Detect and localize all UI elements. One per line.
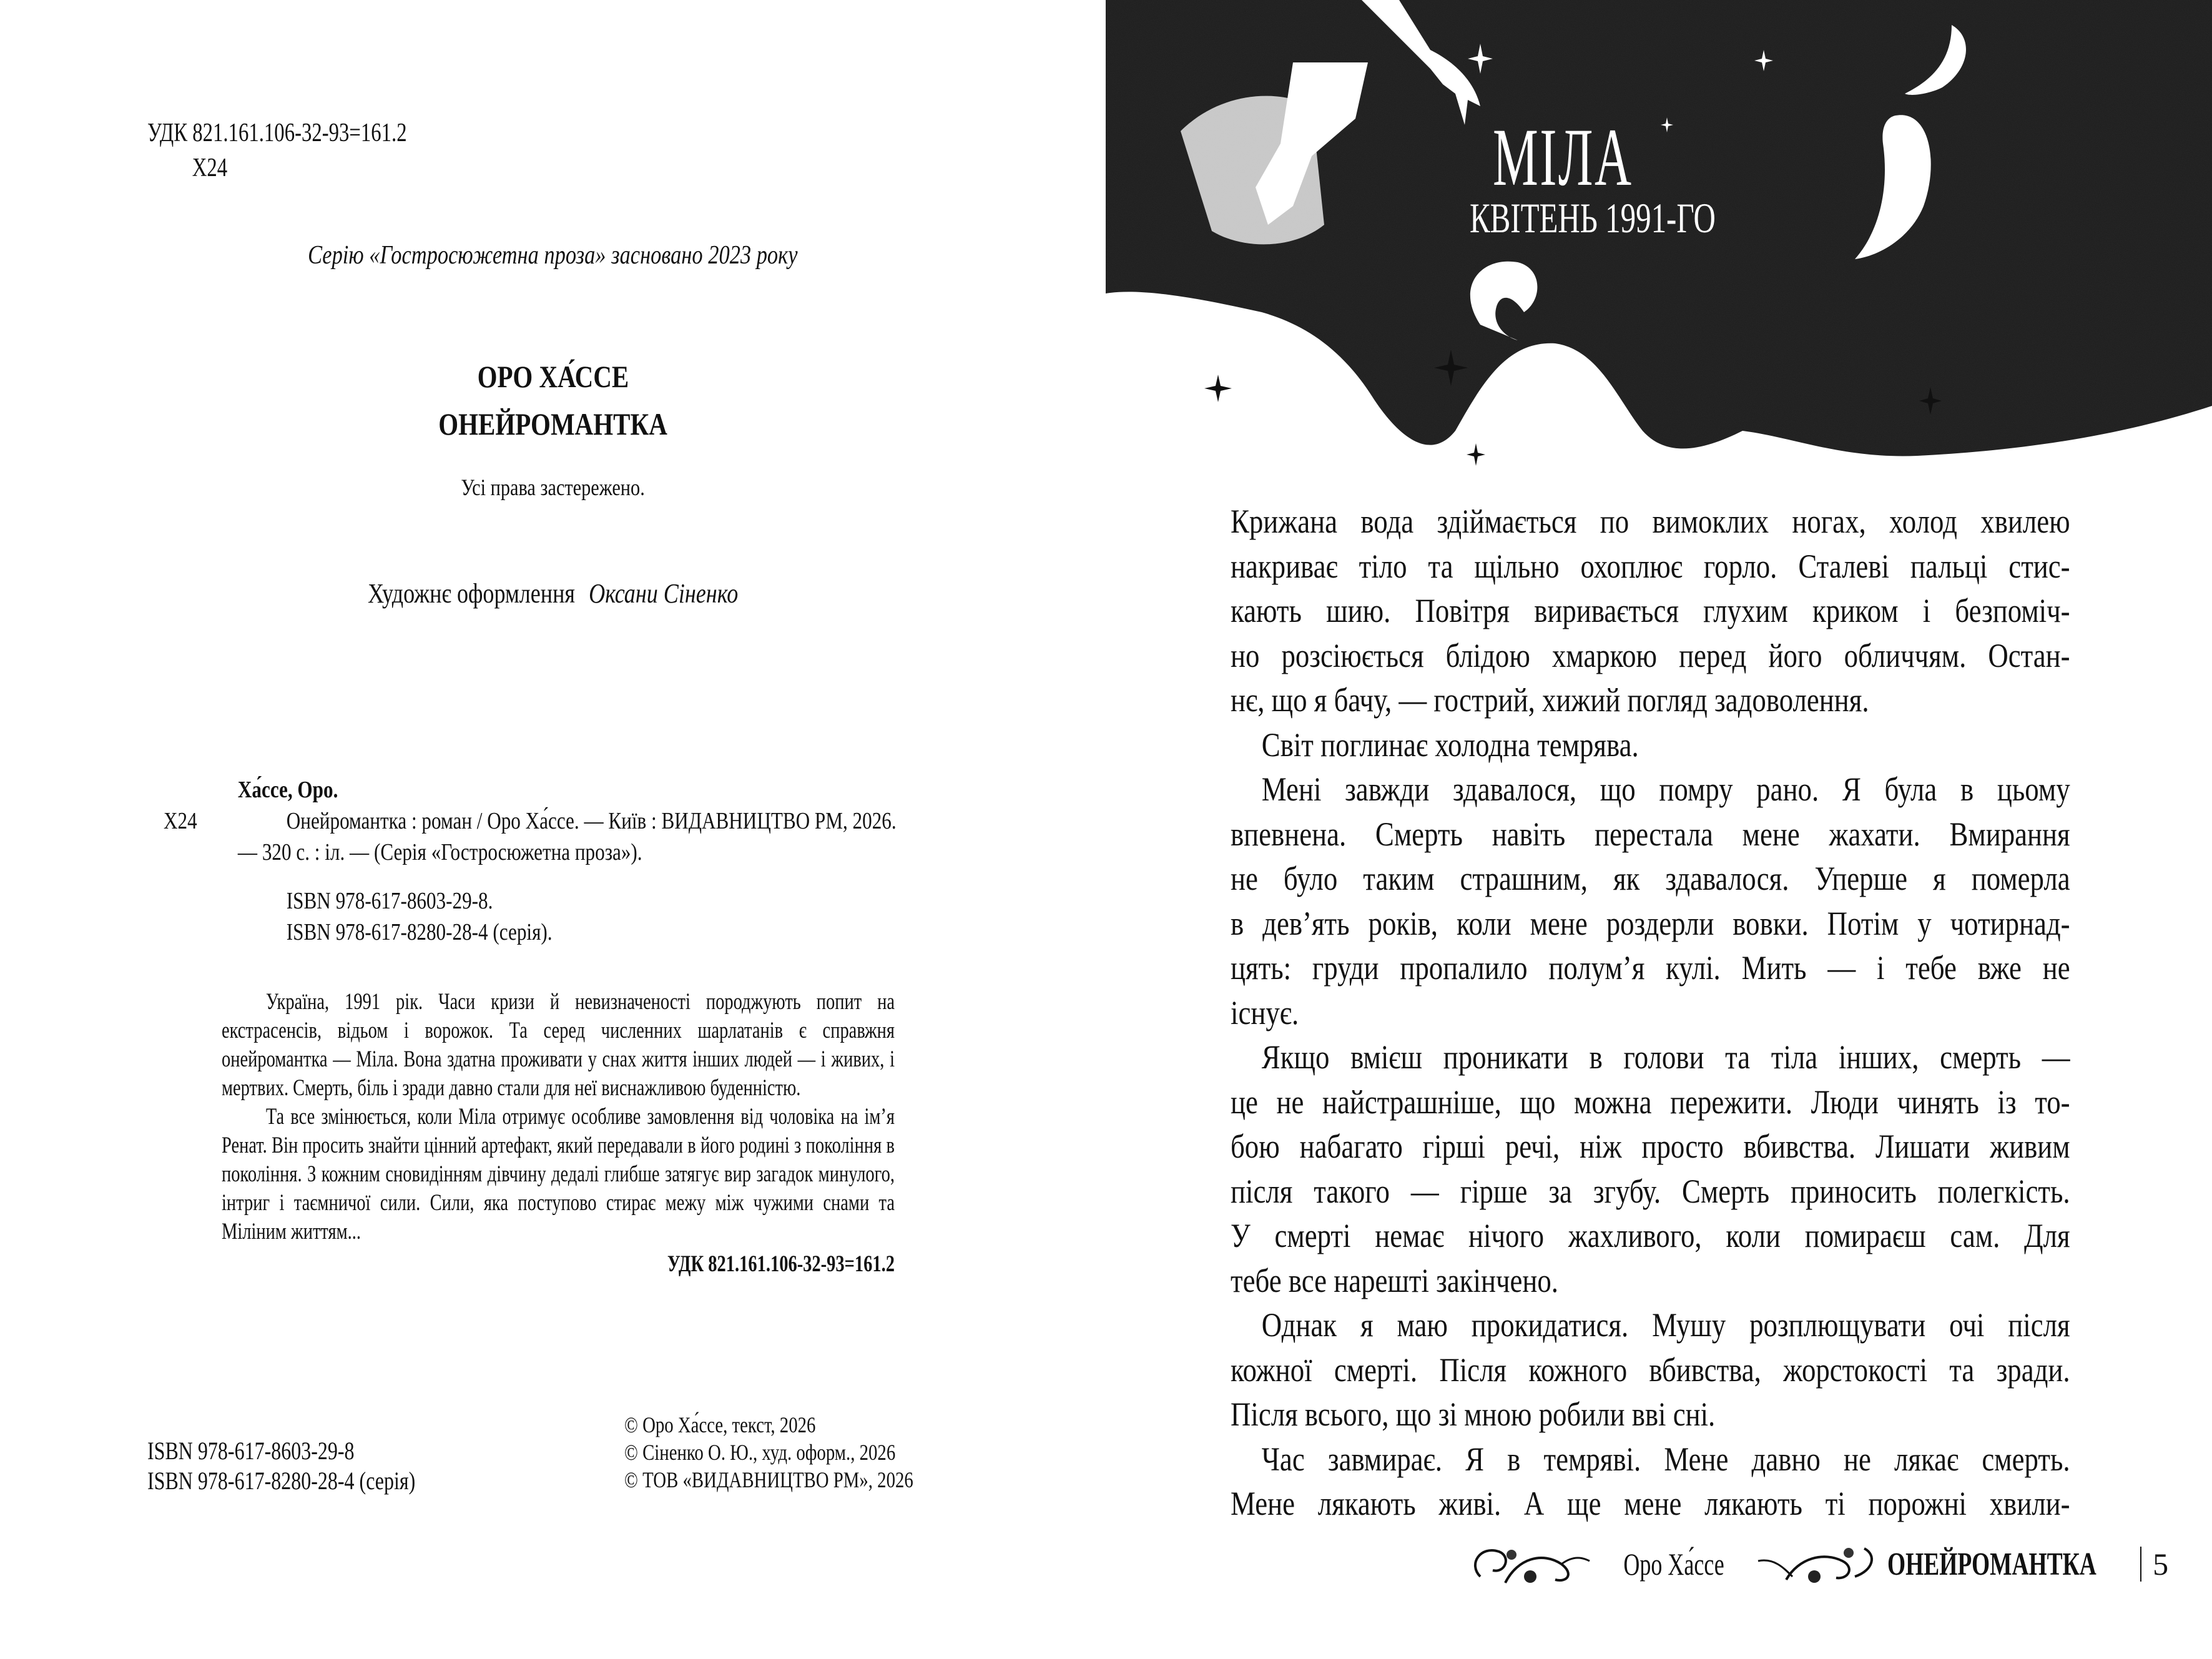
chapter-page [1106, 0, 2212, 1659]
design-credit [0, 578, 1106, 609]
biblio-code: Х24 [164, 808, 197, 834]
body-line: впевнена. Смерть навіть перестала мене жахати. Вмирання [1231, 815, 2070, 853]
chapter-illustration [1106, 0, 2212, 487]
biblio-heading: Ха́ссе, Оро. [237, 777, 338, 803]
book-author: ОРО ХА́ССЕ [477, 359, 629, 394]
chapter-body [1231, 500, 2212, 1527]
body-line: не було таким страшним, як здавалося. Уперше я померла [1231, 860, 2070, 897]
annotation-paragraph: Та все змінюється, коли Міла отримує особливе замовлення від чоловіка на ім’я Ренат. Він просить знайти цінний артефакт, який передавали в його родині з покоління в покоління. З кожним сновидінням дівчину дедалі глибше затягує вир загадок минулого, інтриг і таємничої сили. Сили, яка поступово стирає межу між чужими снами та Міліним життям... [222, 1104, 895, 1244]
chapter-date [1470, 194, 1811, 243]
body-line: тебе все нарешті закінчено. [1231, 1261, 1559, 1299]
body-line: Час завмирає. Я в темряві. Мене давно не лякає смерть. [1261, 1440, 2070, 1478]
copyright-line: © Сіненко О. Ю., худ. оформ., 2026 [624, 1440, 896, 1465]
body-line: Крижана вода здіймається по вимоклих ногах, холод хвилею [1231, 503, 2070, 540]
body-line: Мені завжди здавалося, що помру рано. Я була в цьому [1261, 770, 2070, 808]
chapter-date-text: КВІТЕНЬ 1991-ГО [1470, 194, 1716, 242]
author-title-block [0, 353, 1106, 448]
footer-author-text: Оро Ха́ссе [1623, 1547, 1724, 1582]
design-label: Художнє оформлення [367, 578, 575, 609]
copyright-line: © Оро Ха́ссе, текст, 2026 [624, 1412, 816, 1437]
series-note [0, 240, 1106, 270]
chapter-name [1493, 109, 1719, 205]
isbn-line: ISBN 978-617-8603-29-8 [147, 1437, 355, 1465]
biblio-isbn-1: ISBN 978-617-8603-29-8. [286, 888, 493, 914]
rights-note [0, 475, 1106, 501]
series-note-text: Серію «Гостросюжетна проза» засновано 2023 року [308, 241, 798, 270]
footer-author [1604, 1546, 1744, 1582]
running-footer [1468, 1539, 2168, 1589]
isbn-list [147, 1436, 647, 1496]
floral-ornament-icon [1468, 1539, 1593, 1589]
body-line: Якщо вмієш проникати в голови та тіла інших, смерть — [1261, 1038, 2070, 1076]
body-line: кожної смерті. Після кожного вбивства, жорстокості та зради. [1231, 1351, 2070, 1389]
body-line: У смерті немає нічого жахливого, коли помираєш сам. Для [1231, 1217, 2070, 1254]
copyright-line: © ТОВ «ВИДАВНИЦТВО РМ», 2026 [624, 1467, 913, 1492]
udk-code: УДК 821.161.106-32-93=161.2 [147, 119, 407, 147]
biblio-description: Онейромантка : роман / Оро Ха́ссе. — Київ : ВИДАВНИЦТВО РМ, 2026. — 320 с. : іл. — (Серія «Гостросюжетна проза»). [237, 808, 897, 865]
body-line: Світ поглинає холодна темрява. [1261, 726, 1639, 764]
body-line: існує. [1231, 993, 1299, 1031]
body-line: но розсіюється блідою хмаркою перед його обличчям. Остан- [1231, 636, 2070, 674]
body-line: цять: груди пропалило полум’я кулі. Мить — і тебе вже не [1231, 949, 2070, 987]
udk-block [147, 116, 407, 185]
designer-name: Оксани Сіненко [588, 578, 739, 609]
footer-title-text: ОНЕЙРОМАНТКА [1887, 1546, 2096, 1582]
body-line: бою набагато гірші речі, ніж просто вбивства. Лишати живим [1231, 1128, 2070, 1165]
udk-bottom: УДК 821.161.106-32-93=161.2 [667, 1251, 895, 1277]
bibliographic-record [164, 774, 913, 948]
footer-title [1887, 1546, 2178, 1583]
page-number: 5 [2153, 1547, 2169, 1582]
body-line: кають шию. Повітря виривається глухим криком і безпоміч- [1231, 592, 2070, 629]
body-line: це не найстрашніше, що можна пережити. Люди чинять із то- [1231, 1083, 2070, 1121]
chapter-name-text: МІЛА [1493, 111, 1633, 203]
annotation [222, 988, 1096, 1279]
annotation-paragraph: Україна, 1991 рік. Часи кризи й невизначеності породжують попит на екстрасенсів, відьом і ворожок. Та серед численних шарлатанів є справжня онейромантка — Міла. Вона здатна проживати у снах життя інших людей — і живих, і мертвих. Смерть, біль і зради давно стали для неї виснажливою буденністю. [222, 989, 895, 1101]
biblio-isbn-2: ISBN 978-617-8280-28-4 (серія). [286, 919, 553, 945]
body-line: Після всього, що зі мною робили вві сні. [1231, 1396, 1716, 1433]
body-line: нє, що я бачу, — гострий, хижий погляд задоволення. [1231, 681, 1869, 719]
book-title: ОНЕЙРОМАНТКА [438, 406, 667, 441]
isbn-line: ISBN 978-617-8280-28-4 (серія) [147, 1467, 416, 1495]
copyright-list [624, 1411, 1124, 1494]
body-line: Мене лякають живі. А ще мене лякають ті порожні хвили- [1231, 1485, 2070, 1522]
author-mark: Х24 [192, 154, 228, 182]
body-line: Однак я маю прокидатися. Мушу розплющувати очі після [1261, 1306, 2070, 1344]
star-icon [1467, 443, 1485, 466]
body-line: накриває тіло та щільно охоплює горло. Сталеві пальці стис- [1231, 547, 2070, 585]
rights-text: Усі права застережено. [461, 475, 645, 501]
footer-divider [2140, 1547, 2141, 1582]
star-icon [1204, 375, 1232, 402]
body-line: в дев’ять років, коли мене роздерли вовки. Потім у чотирнад- [1231, 904, 2070, 942]
floral-ornament-icon [1755, 1539, 1880, 1589]
body-line: після такого — гірше за згубу. Смерть приносить полегкість. [1231, 1172, 2070, 1210]
